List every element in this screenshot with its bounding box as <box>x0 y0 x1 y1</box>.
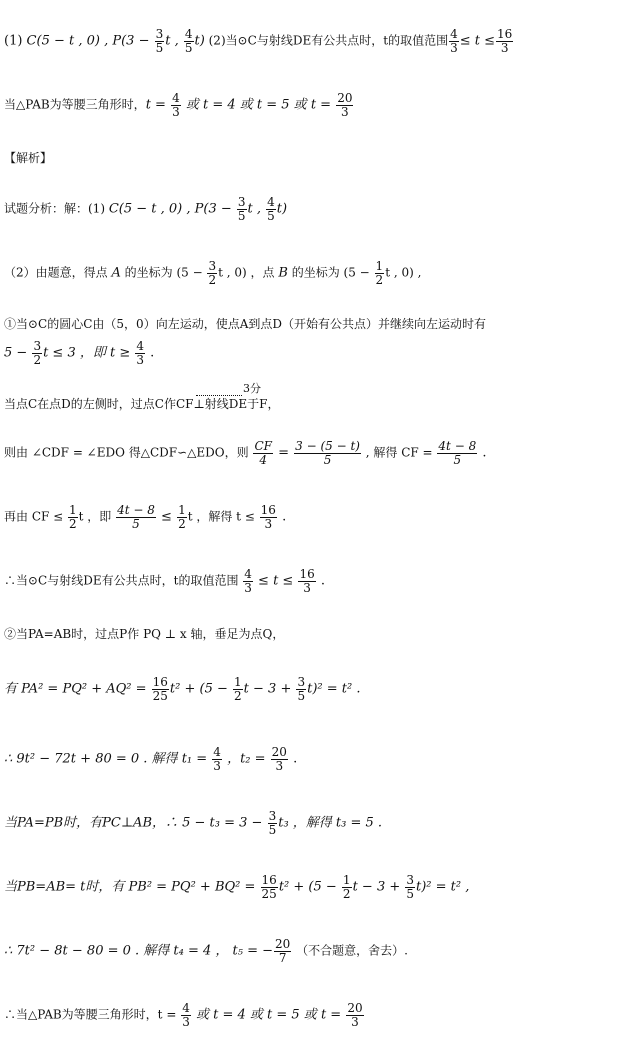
fraction: $\frac{4}{5}$ <box>184 27 193 55</box>
text: , 解得 CF = <box>361 445 437 460</box>
text: ∴ 7t² − 8t − 80 = 0 . 解得 t₄ = 4 ， t₅ = − <box>4 943 274 959</box>
text: C(5 − t , 0) , <box>108 201 195 217</box>
fraction: $\frac{3}{5}$ <box>406 873 415 901</box>
fraction: $\frac{1}{2}$ <box>178 503 186 531</box>
text: t = <box>145 97 171 113</box>
fraction: $\frac{3}{2}$ <box>33 339 42 367</box>
text: ∴当△PAB为等腰三角形时，t = <box>4 1007 181 1022</box>
fraction: $\frac{3}{5}$ <box>237 195 246 223</box>
fraction: $\frac{20}{7}$ <box>275 937 291 965</box>
text: 试题分析：解：(1) <box>4 201 109 216</box>
fraction: $\frac{3 - (5 - t)}{5}$ <box>295 439 360 467</box>
text: t , 0) , <box>385 265 422 280</box>
analysis-line-9: ②当PA=AB时，过点P作 PQ ⊥ x 轴，垂足为点Q， <box>4 627 285 641</box>
fraction: $\frac{16}{3}$ <box>497 27 513 55</box>
text: ∴当⊙C与射线DE有公共点时，t的取值范围 <box>4 573 243 588</box>
text: A <box>111 265 121 281</box>
answer-line-2 <box>4 92 354 118</box>
text: 当△PAB为等腰三角形时， <box>4 97 146 112</box>
fraction: $\frac{4}{3}$ <box>136 339 145 367</box>
analysis-line-15 <box>4 1002 365 1028</box>
fraction: $\frac{4t - 8}{5}$ <box>117 503 155 531</box>
text: . <box>146 345 155 361</box>
analysis-line-4 <box>4 340 154 366</box>
text: 有 PA² = PQ² + AQ² = <box>4 681 151 697</box>
answer-line-1 <box>4 28 514 54</box>
text: B <box>278 265 288 281</box>
fraction: $\frac{1}{2}$ <box>375 259 384 287</box>
fraction: $\frac{4}{3}$ <box>450 27 458 55</box>
analysis-line-10 <box>4 676 360 702</box>
analysis-line-6 <box>4 440 486 466</box>
fraction: $\frac{4}{3}$ <box>172 91 180 119</box>
fraction: $\frac{3}{5}$ <box>155 27 164 55</box>
text: （不合题意，舍去）. <box>292 943 408 958</box>
fraction: $\frac{16}{3}$ <box>299 567 315 595</box>
text: t) <box>276 201 288 217</box>
fraction: $\frac{3}{5}$ <box>297 675 306 703</box>
fraction: $\frac{16}{3}$ <box>260 503 276 531</box>
text: t ，解得 t ≤ <box>187 509 259 524</box>
text: . <box>288 751 298 767</box>
text: t , <box>165 33 183 49</box>
text: t − 3 + <box>243 681 296 697</box>
text: 则由 ∠CDF = ∠EDO 得△CDF∽△EDO，则 <box>4 445 253 460</box>
fraction: $\frac{20}{3}$ <box>337 91 353 119</box>
fraction: $\frac{20}{3}$ <box>347 1001 363 1029</box>
fraction: $\frac{16}{25}$ <box>152 675 168 703</box>
analysis-line-5: 当点C在点D的左侧时，过点C作CF⊥射线DE于F， <box>4 397 280 411</box>
fraction: $\frac{4}{5}$ <box>267 195 275 223</box>
text: 或 t = 4 或 t = 5 或 t = <box>191 1007 346 1023</box>
analysis-line-1 <box>4 196 287 222</box>
fraction: $\frac{20}{3}$ <box>271 745 287 773</box>
analysis-line-8 <box>4 568 325 594</box>
text: t , 0) ，点 <box>218 265 279 280</box>
text: . <box>316 573 325 589</box>
text: . <box>277 509 287 525</box>
text: t ，即 <box>78 509 116 524</box>
text: t₃ ，解得 t₃ = 5 . <box>278 815 383 831</box>
analysis-line-14 <box>4 938 408 964</box>
text: 当PA=PB时，有PC⊥AB，∴ 5 − t₃ = 3 − <box>4 815 267 831</box>
fraction: $\frac{3}{2}$ <box>208 259 217 287</box>
text: 再由 CF ≤ <box>4 509 68 524</box>
text: ≤ t ≤ <box>253 573 298 589</box>
text: （2）由题意，得点 <box>4 265 112 280</box>
text: 5 − <box>4 345 32 361</box>
analysis-line-12 <box>4 810 382 836</box>
fraction: $\frac{16}{25}$ <box>261 873 277 901</box>
text: t − 3 + <box>352 879 405 895</box>
text: t² + (5 − <box>169 681 233 697</box>
score-annotation: 3分 <box>196 380 261 396</box>
fraction: $\frac{3}{5}$ <box>268 809 277 837</box>
text: 或 t = 4 或 t = 5 或 t = <box>181 97 336 113</box>
coord-p: P(3 − <box>112 33 154 49</box>
fraction: $\frac{CF}{4}$ <box>254 439 272 467</box>
text: t² + (5 − <box>278 879 341 895</box>
text: ≤ t ≤ <box>459 33 495 49</box>
analysis-line-3: ①当⊙C的圆心C由（5，0）向左运动，使点A到点D（开始有公共点）并继续向左运动时有 <box>4 317 486 331</box>
fraction: $\frac{1}{2}$ <box>69 503 77 531</box>
text: ∴ 9t² − 72t + 80 = 0 . 解得 t₁ = <box>4 751 212 767</box>
fraction: $\frac{4}{3}$ <box>182 1001 190 1029</box>
text: t) <box>194 33 205 49</box>
fraction: $\frac{1}{2}$ <box>234 675 242 703</box>
fraction: $\frac{1}{2}$ <box>342 873 351 901</box>
fraction: $\frac{4}{3}$ <box>244 567 252 595</box>
text: 的坐标为 (5 − <box>120 265 207 280</box>
fraction: $\frac{4t - 8}{5}$ <box>438 439 477 467</box>
text: ，t₂ = <box>222 751 270 767</box>
analysis-line-13 <box>4 874 469 900</box>
coord-c: C(5 − t , 0) , <box>26 33 113 49</box>
text: 当PB=AB= t时，有 PB² = PQ² + BQ² = <box>4 879 260 895</box>
fraction: $\frac{4}{3}$ <box>213 745 221 773</box>
analysis-line-2 <box>4 260 421 286</box>
text: (2)当⊙C与射线DE有公共点时，t的取值范围 <box>204 33 449 48</box>
text: t)² = t² , <box>416 879 470 895</box>
text: t , <box>247 201 266 217</box>
text: . <box>478 445 487 461</box>
text: ≤ <box>156 509 177 525</box>
analysis-heading: 【解析】 <box>4 151 53 165</box>
text: (1) <box>4 33 27 49</box>
text: t ≤ 3 ，即 t ≥ <box>43 345 135 361</box>
text: = <box>273 445 294 461</box>
analysis-line-11 <box>4 746 297 772</box>
text: t)² = t² . <box>307 681 361 697</box>
text: 的坐标为 (5 − <box>287 265 374 280</box>
text: P(3 − <box>194 201 236 217</box>
analysis-line-7 <box>4 504 286 530</box>
